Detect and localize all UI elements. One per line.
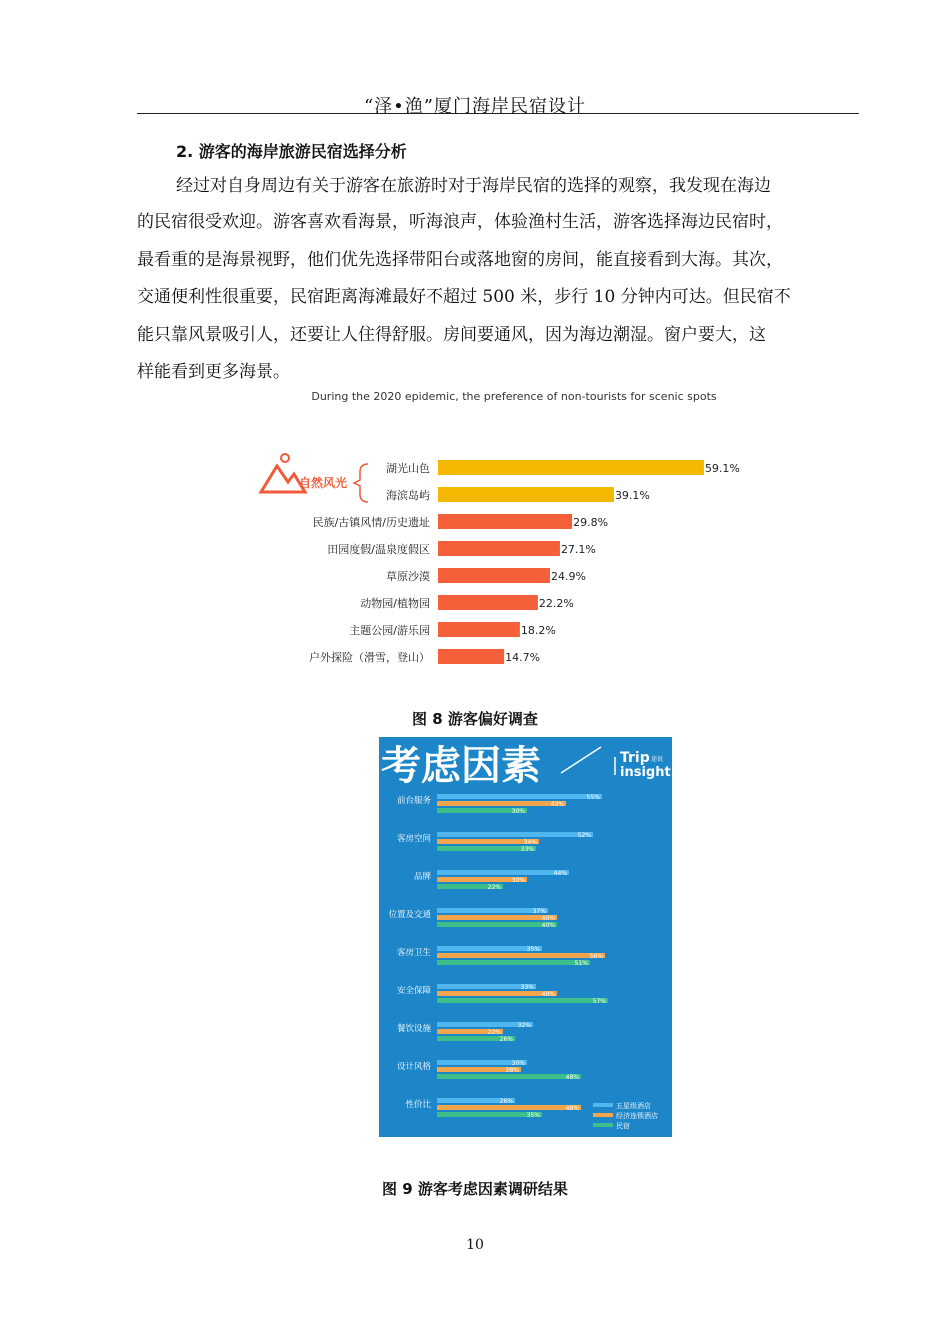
chart-legend [593, 1101, 658, 1130]
bar [437, 922, 557, 927]
value-label: 40% [541, 991, 555, 998]
legend-swatch [593, 1103, 613, 1107]
bar [437, 1105, 581, 1110]
value-label: 14.7% [505, 651, 541, 664]
value-label: 26% [499, 1036, 513, 1043]
value-label: 51% [574, 960, 588, 967]
value-label: 57% [592, 998, 606, 1005]
paragraph-line: 交通便利性很重要，民宿距离海滩最好不超过 500 米，步行 10 分钟内可达。但民宿不 [137, 287, 791, 307]
bar [437, 908, 548, 913]
category-label: 田园度假/温泉度假区 [327, 543, 430, 556]
legend-label: 民宿 [616, 1122, 630, 1130]
figure-8-caption: 图 8 游客偏好调查 [412, 710, 538, 728]
bar [437, 832, 593, 837]
value-label: 22.2% [538, 597, 574, 610]
value-label: 55% [586, 794, 600, 801]
running-header-title: “泽•渔”厦门海岸民宿设计 [363, 96, 587, 117]
bar-series [309, 460, 740, 664]
bar [438, 514, 572, 529]
bar [438, 541, 560, 556]
category-label: 安全保障 [396, 986, 431, 996]
bar [438, 568, 550, 583]
value-label: 34% [523, 839, 537, 846]
paragraph-line: 的民宿很受欢迎。游客喜欢看海景，听海浪声，体验渔村生活，游客选择海边民宿时， [137, 212, 783, 232]
value-label: 44% [553, 870, 567, 877]
bar [437, 998, 608, 1003]
brand-logo-cn: 途说 [651, 756, 664, 763]
value-label: 30% [511, 877, 525, 884]
value-label: 33% [520, 846, 534, 853]
value-label: 48% [565, 1074, 579, 1081]
category-label: 餐饮设施 [396, 1024, 431, 1034]
page-number: 10 [466, 1237, 484, 1253]
value-label: 33% [520, 984, 534, 991]
value-label: 18.2% [520, 624, 556, 637]
value-label: 52% [577, 832, 591, 839]
value-label: 35% [526, 946, 540, 953]
paragraph-line: 最看重的是海景视野，他们优先选择带阳台或落地窗的房间，能直接看到大海。其次， [137, 250, 783, 270]
category-label: 设计风格 [396, 1062, 431, 1072]
bar [438, 595, 538, 610]
value-label: 30% [511, 808, 525, 815]
value-label: 32% [517, 1022, 531, 1029]
scenic-preference-chart [258, 386, 758, 676]
category-label: 草原沙漠 [386, 570, 430, 583]
value-label: 27.1% [560, 543, 596, 556]
brand-logo-insight: insight [620, 765, 671, 780]
value-label: 29.8% [573, 516, 609, 529]
value-label: 35% [526, 1112, 540, 1119]
category-label: 前台服务 [396, 796, 431, 806]
category-label: 客房空间 [396, 834, 431, 844]
bar [438, 487, 614, 502]
bar-groups [388, 794, 608, 1119]
value-label: 59.1% [704, 462, 740, 475]
category-label: 动物园/植物园 [360, 597, 430, 610]
consideration-factors-chart [379, 737, 672, 1137]
title-slash-decoration [561, 747, 601, 773]
bar [438, 460, 704, 475]
category-label: 客房卫生 [396, 948, 431, 958]
value-label: 39.1% [614, 489, 650, 502]
figure-9-chart [379, 737, 672, 1137]
bar [438, 649, 504, 664]
value-label: 48% [565, 1105, 579, 1112]
value-label: 40% [541, 915, 555, 922]
figure-8-chart [258, 386, 758, 676]
value-label: 28% [505, 1067, 519, 1074]
legend-swatch [593, 1113, 613, 1117]
value-label: 30% [511, 1060, 525, 1067]
value-label: 37% [532, 908, 546, 915]
category-label: 性价比 [405, 1100, 431, 1110]
figure-9-caption: 图 9 游客考虑因素调研结果 [382, 1180, 568, 1198]
category-label: 湖光山色 [386, 462, 430, 475]
bar [438, 622, 520, 637]
value-label: 43% [550, 801, 564, 808]
category-label: 主题公园/游乐园 [349, 624, 430, 637]
bar [437, 991, 557, 996]
bar [437, 915, 557, 920]
value-label: 26% [499, 1098, 513, 1105]
bar [437, 794, 602, 799]
bar [437, 953, 605, 958]
group-label-natural-scenery: 自然风光 [299, 476, 348, 490]
category-label: 品牌 [413, 872, 431, 882]
group-bracket [354, 464, 368, 502]
value-label: 24.9% [551, 570, 587, 583]
brand-logo-trip: Trip [620, 750, 650, 766]
legend-label: 经济连锁酒店 [616, 1112, 658, 1120]
paragraph-line: 经过对自身周边有关于游客在旅游时对于海岸民宿的选择的观察，我发现在海边 [176, 176, 771, 196]
category-label: 民族/古镇风情/历史遗址 [312, 516, 430, 529]
value-label: 56% [589, 953, 603, 960]
category-label: 位置及交通 [388, 910, 431, 920]
category-label: 户外探险（滑雪，登山） [309, 651, 430, 664]
bar [437, 801, 566, 806]
header-divider [137, 113, 859, 114]
chart-title: During the 2020 epidemic, the preference of non-tourists for scenic spots [311, 390, 717, 403]
bar [437, 870, 569, 875]
bar [437, 1074, 581, 1079]
legend-swatch [593, 1123, 613, 1127]
legend-label: 五星级酒店 [616, 1102, 651, 1110]
chart-title: 考虑因素 [381, 743, 541, 789]
bar [437, 960, 590, 965]
value-label: 22% [487, 1029, 501, 1036]
section-heading: 2. 游客的海岸旅游民宿选择分析 [176, 142, 407, 161]
paragraph-line: 能只靠风景吸引人，还要让人住得舒服。房间要通风，因为海边潮湿。窗户要大，这 [137, 325, 766, 345]
value-label: 40% [541, 922, 555, 929]
value-label: 22% [487, 884, 501, 891]
paragraph-line: 样能看到更多海景。 [137, 362, 290, 382]
category-label: 海滨岛屿 [386, 489, 430, 502]
